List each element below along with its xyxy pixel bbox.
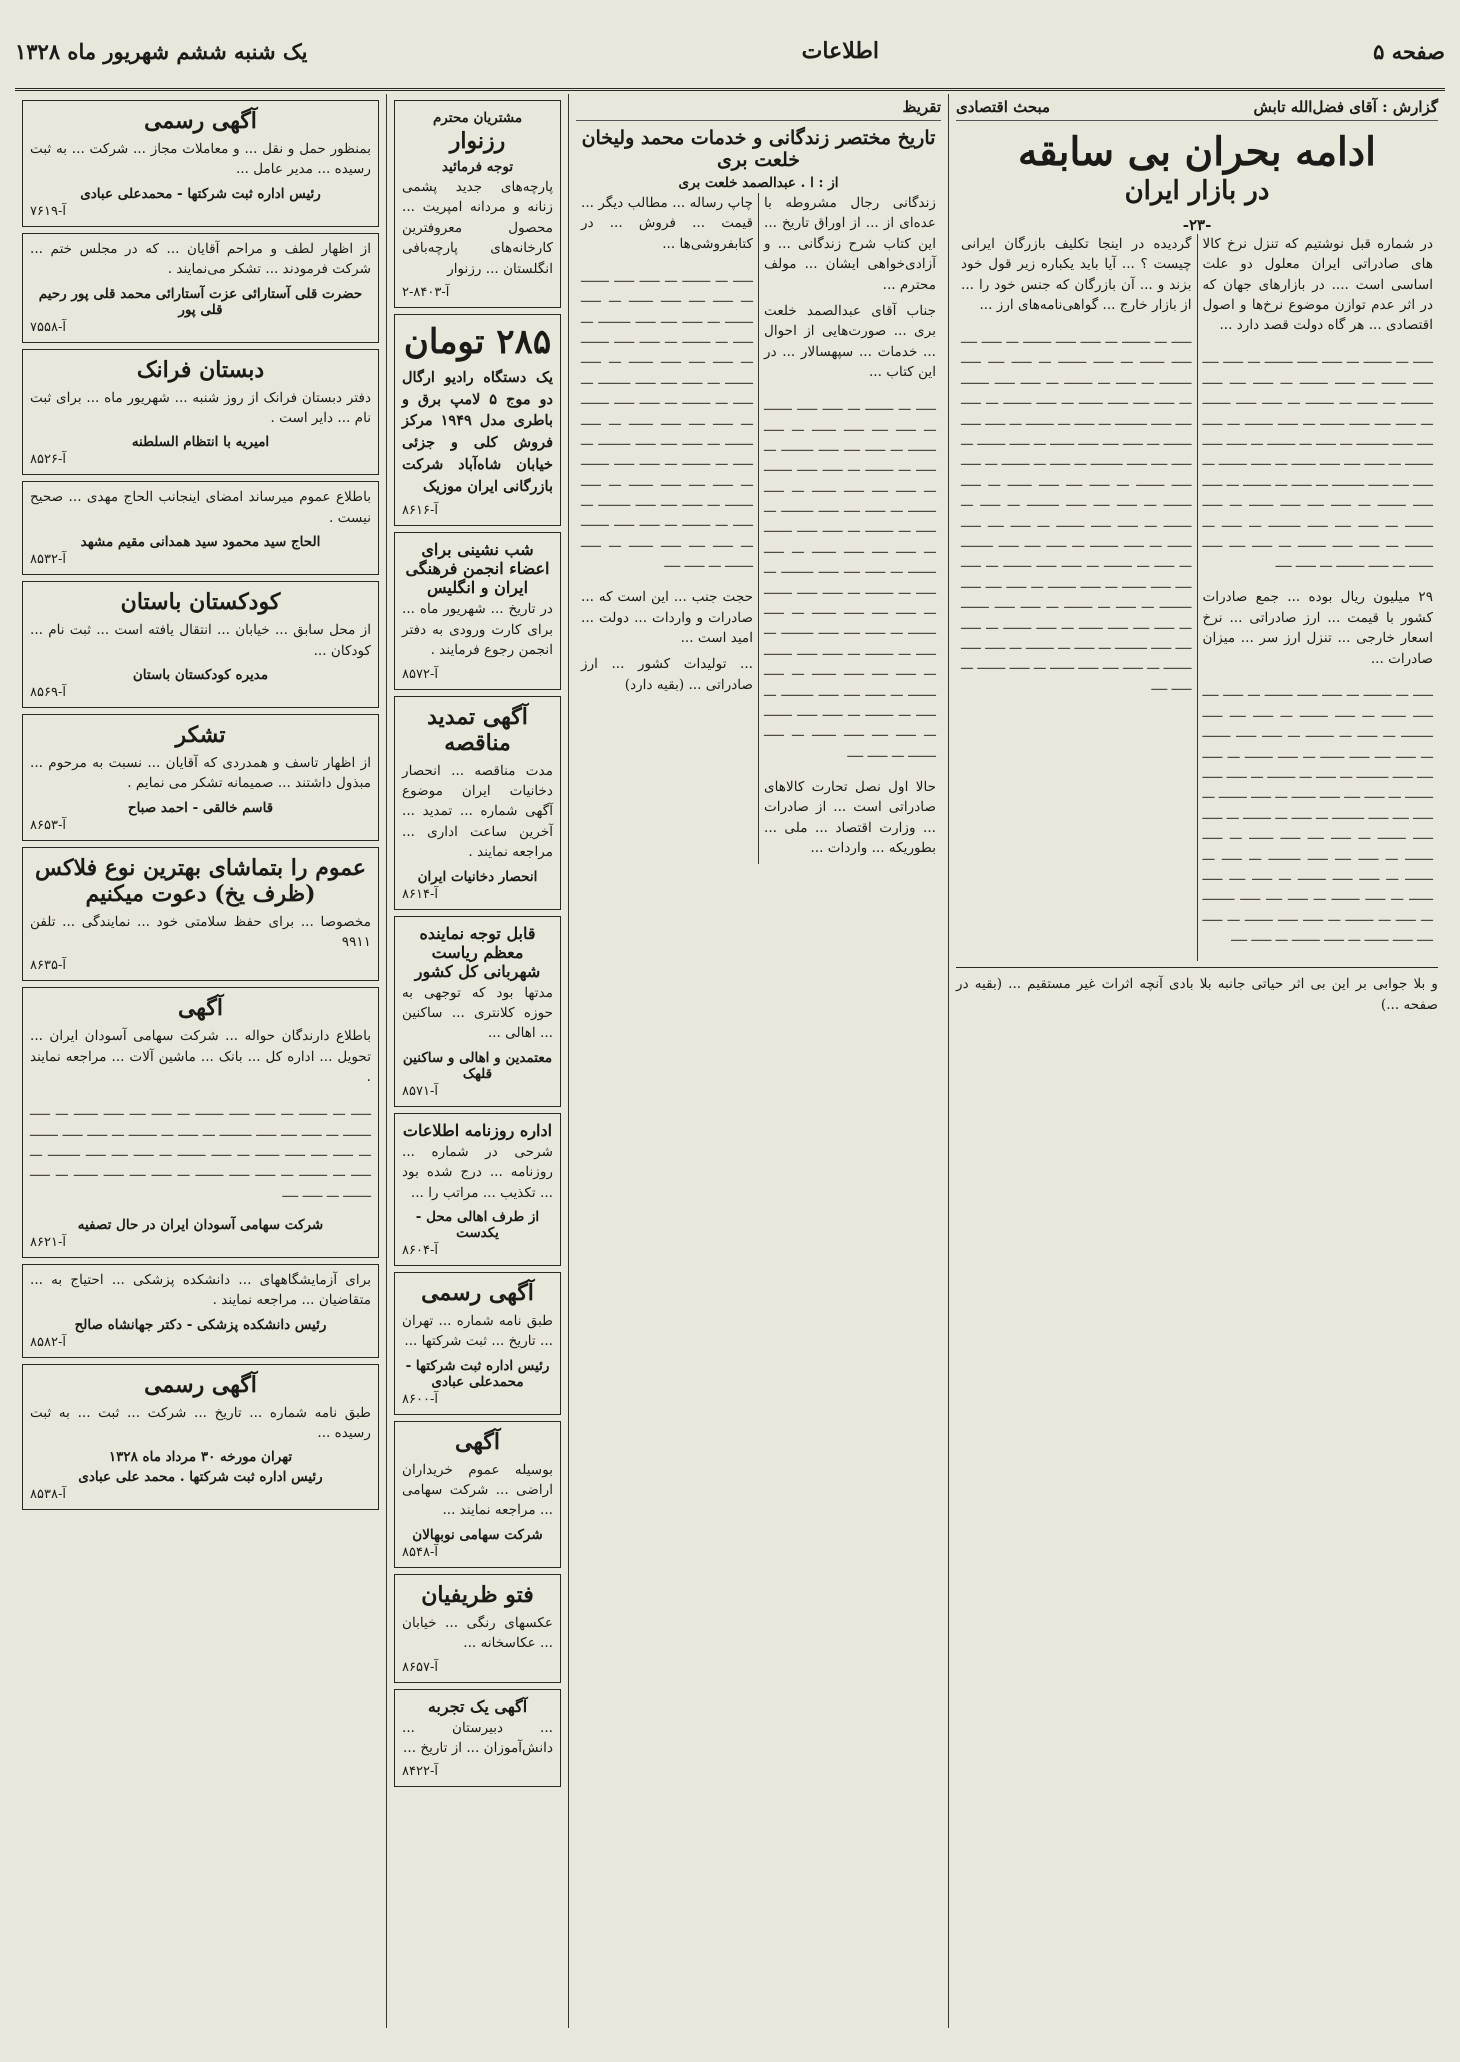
ad-code: آ-۸۶۵۷ (402, 1659, 438, 1675)
article-subhead: در بازار ایران (1124, 175, 1270, 206)
ad-code: آ-۸۵۳۲ (30, 552, 66, 568)
review-paragraph: حالا اول نصل تحارت کالاهای صادراتی است ... از صادرات ... وزارت اقتصاد ... ملی ... بطوریکه ... واردات ... (764, 778, 936, 856)
ads-column-left (15, 94, 387, 2028)
ad-code: آ-۸۶۱۶ (402, 503, 438, 519)
ad-rosenwar: مشتریان محترم رزنوار توجه فرمائید پارچه‌های جدید پشمی زنانه و مردانه امپریت ... محصول معروفترین کارخانه‌های پارچه‌بافی انگلستان ... رزنوار آ-۸۴۰۳-۲ (394, 100, 561, 308)
ad-radio: ۲۸۵ تومان یک دستگاه رادیو ارگال دو موج ۵ لامپ برق و باطری مدل ۱۹۴۹ مرکز فروش کلی و جزئی خیابان شاه‌آباد شرکت بازرگانی ایران موزیک آ-۸۶۱۶ (394, 314, 561, 527)
article-kicker (956, 94, 1438, 121)
article-paragraph-filler: ـــــ ـــ ـــــــ ـــ ـــــ ـــــ ـــــــ ـــ ـــــ ــــ ـــــ ــــــ ـــ ـــــ ـــــــ ـــ ـــــ ــــ ـــــ ــــــــ ـــ ـــــ ـــ ـــــــ ـــ ـــــ ـــــ ـــــــ ـــ ـــــ ــــ ـــــ ــــــ ـــ ـــــ ـــــــ ـــ ـــــ ــــ ـــــ ــــــــ ـــ ـــــ ـــ ـــــــ ـــ ـــــ ـــــ ـــــــ ـــ ـــــ ــــ ـــــ ــــــ ـــ ـــــ ـــــــ ـــ ـــــ ــــ ـــــ ــــــــ ـــ ـــــ ـــ ـــــــ ـــ ـــــ ـــــ ـــــــ ـــ ـــــ ــــ ـــــ ــــــ ـــ ـــــ ـــــــ ـــ ـــــ ــــ ـــــ ــــــــ ـــ ـــــ ـــ ـــــــ ـــ ـــــ ـــــ ـــــــ ـــ ـــــ ــــ ـــــ ــــــ ـــ ـــــ ـــــــ ـــ ـــــ ــــ ـــــ ــــــــ ـــ ـــــ ـــ ـــــــ ـــ ـــــ ـــــ ـــــــ ـــ ـــــ ــــ ـــــ ــــــ ـــ ـــــ ـــــــ ـــ ـــــ ــــ (1202, 684, 1433, 946)
review-paragraph: جناب آقای عبدالصمد خلعت بری ... صورت‌هایی از احوال ... خدمات ... سپهسالار ... در این کتاب ... (764, 302, 936, 381)
article-paragraph: ۲۹ میلیون ریال بوده ... جمع صادرات کشور با قیمت ... ارز صادراتی ... نرخ اسعار خارجی ... تنزل ارز سر ... میزان صادرات ... (1202, 589, 1433, 667)
ad-code: آ-۸۵۷۱ (402, 1083, 438, 1099)
columns (15, 94, 1445, 2028)
ad-asudan: آگهی باطلاع دارندگان حواله ... شرکت سهامی آسودان ایران ... تحویل ... اداره کل ... بانک ... ماشین آلات ... مراجعه نمایند . ـــــ ـــ ـــــــ ـــ ـــــ ـــــ ـــــــ ـــ ـــــ ــــ ـــــ ــــــ ـــ ـــــ ـــــــ ـــ ـــــ ــــ ـــــ ــــــــ ـــ ـــــ ـــ ـــــــ ـــ ـــــ ـــــ ـــــــ ـــ ـــــ ــــ ـــــ ــــــ ـــ ـــــ ـــــــ ـــ ـــــ ــــ ـــــ ــــــــ ـــ ـــــ ـــ ـــــــ ـــ ـــــ ـــــ ـــــــ ـــ ـــــ ــــ ـــــ ــــــ ـــ ـــــ ـــــــ ـــ ـــــ ــــ شرکت سهامی آسودان ایران در حال تصفیه آ-۸۶۲۱ (22, 987, 379, 1257)
newspaper-page (15, 14, 1445, 2028)
review-paragraph-filler: ـــــ ـــ ـــــــ ـــ ـــــ ـــــ ـــــــ ـــ ـــــ ــــ ـــــ ــــــ ـــ ـــــ ـــــــ ـــ ـــــ ــــ ـــــ ــــــــ ـــ ـــــ ـــ ـــــــ ـــ ـــــ ـــــ ـــــــ ـــ ـــــ ــــ ـــــ ــــــ ـــ ـــــ ـــــــ ـــ ـــــ ــــ ـــــ ــــــــ ـــ ـــــ ـــ ـــــــ ـــ ـــــ ـــــ ـــــــ ـــ ـــــ ــــ ـــــ ــــــ ـــ ـــــ ـــــــ ـــ ـــــ ــــ ـــــ ــــــــ ـــ ـــــ ـــ ـــــــ ـــ ـــــ ـــــ ـــــــ ـــ ـــــ ــــ ـــــ ــــــ ـــ ـــــ ـــــــ ـــ ـــــ ــــ ـــــ ــــــــ ـــ ـــــ ـــ ـــــــ ـــ ـــــ ـــــ ـــــــ ـــ ـــــ ــــ ـــــ ــــــ ـــ ـــــ ـــــــ ـــ ـــــ ــــ ـــــ ــــــــ ـــ ـــــ ـــ ـــــــ ـــ ـــــ ـــــ ـــــــ ـــ ـــــ ــــ ـــــ ــــــ ـــ ـــــ ـــــــ ـــ ـــــ ــــ (764, 398, 936, 761)
ad-tender: آگهی تمدید مناقصه مدت مناقصه ... انحصار دخانیات ایران موضوع آگهی شماره ... تمدید ... آخرین ساعت اداری ... مراجعه نمایند . انحصار دخانیات ایران آ-۸۶۱۴ (394, 696, 561, 910)
review-paragraph: زندگانی رجال مشروطه با عده‌ای از ... از اوراق تاریخ ... این کتاب شرح زندگانی ... و آزادی‌خواهی ایشان ... مولف محترم ... (764, 195, 936, 293)
ad-code: آ-۸۶۰۴ (402, 1242, 438, 1258)
ad-code: آ-۷۶۱۹ (30, 203, 66, 219)
ad-thanks: تشکر از اظهار تاسف و همدردی که آقایان ... نسبت به مرحوم ... مبذول داشتند ... صمیمانه تشکر می نمایم . قاسم خالقی - احمد صباح آ-۸۶۵۳ (22, 714, 379, 841)
ad-ettelaat-letter: اداره روزنامه اطلاعات شرحی در شماره ... روزنامه ... درج شده بود ... تکذیب ... مراتب را ... از طرف اهالی محل - یکدست آ-۸۶۰۴ (394, 1113, 561, 1266)
issue-date: یک شنبه ششم شهریور ماه ۱۳۲۸ (15, 38, 308, 64)
ad-flask: عموم را بتماشای بهترین نوع فلاکس (ظرف یخ) دعوت میکنیم مخصوصا ... برای حفظ سلامتی خود ... نمایندگی ... تلفن ۹۹۱۱ آ-۸۶۳۵ (22, 847, 379, 982)
ad-photo: فتو ظریفیان عکسهای رنگی ... خیابان ... عکاسخانه ... آ-۸۶۵۷ (394, 1574, 561, 1683)
review-title: تاریخ مختصر زندگانی و خدمات محمد ولیخان خلعت بری (581, 127, 936, 171)
article-part: -۲۳- (1182, 215, 1212, 234)
ad-code: آ-۸۶۵۳ (30, 817, 66, 833)
ad-paragraph-filler: ـــــ ـــ ـــــــ ـــ ـــــ ـــــ ـــــــ ـــ ـــــ ــــ ـــــ ــــــ ـــ ـــــ ـــــــ ـــ ـــــ ــــ ـــــ ــــــــ ـــ ـــــ ـــ ـــــــ ـــ ـــــ ـــــ ـــــــ ـــ ـــــ ــــ ـــــ ــــــ ـــ ـــــ ـــــــ ـــ ـــــ ــــ ـــــ ــــــــ ـــ ـــــ ـــ ـــــــ ـــ ـــــ ـــــ ـــــــ ـــ ـــــ ــــ ـــــ ــــــ ـــ ـــــ ـــــــ ـــ ـــــ ــــ (30, 1103, 371, 1201)
review-body (576, 193, 941, 864)
ad-official-1: آگهی رسمی بمنظور حمل و نقل ... و معاملات مجاز ... شرکت ... به ثبت رسیده ... مدیر عامل ... رئیس اداره ثبت شرکتها - محمدعلی عبادی آ-۷۶۱۹ (22, 100, 379, 227)
review-paragraph-filler: ـــــ ـــ ـــــــ ـــ ـــــ ـــــ ـــــــ ـــ ـــــ ــــ ـــــ ــــــ ـــ ـــــ ـــــــ ـــ ـــــ ــــ ـــــ ــــــــ ـــ ـــــ ـــ ـــــــ ـــ ـــــ ـــــ ـــــــ ـــ ـــــ ــــ ـــــ ــــــ ـــ ـــــ ـــــــ ـــ ـــــ ــــ ـــــ ــــــــ ـــ ـــــ ـــ ـــــــ ـــ ـــــ ـــــ ـــــــ ـــ ـــــ ــــ ـــــ ــــــ ـــ ـــــ ـــــــ ـــ ـــــ ــــ ـــــ ــــــــ ـــ ـــــ ـــ ـــــــ ـــ ـــــ ـــــ ـــــــ ـــ ـــــ ــــ ـــــ ــــــ ـــ ـــــ ـــــــ ـــ ـــــ ــــ ـــــ ــــــــ ـــ ـــــ ـــ ـــــــ ـــ ـــــ ـــــ ـــــــ ـــ ـــــ ــــ ـــــ ــــــ ـــ ـــــ ـــــــ ـــ ـــــ ــــ (581, 269, 753, 572)
ad-price: ۲۸۵ تومان (403, 321, 552, 362)
page-label: صفحه ۵ (1373, 38, 1445, 64)
masthead (15, 14, 1445, 91)
ad-official: آگهی رسمی طبق نامه شماره ... تهران ... تاریخ ... ثبت شرکتها ... رئیس اداره ثبت شرکتها - محمدعلی عبادی آ-۸۶۰۰ (394, 1272, 561, 1415)
newspaper-name: اطلاعات (801, 38, 879, 64)
review-paragraph: ... تولیدات کشور ... ارز صادراتی ... (بقیه دارد) (581, 656, 753, 693)
article-paragraph-filler: ـــــ ـــ ـــــــ ـــ ـــــ ـــــ ـــــــ ـــ ـــــ ــــ ـــــ ــــــ ـــ ـــــ ـــــــ ـــ ـــــ ــــ ـــــ ــــــــ ـــ ـــــ ـــ ـــــــ ـــ ـــــ ـــــ ـــــــ ـــ ـــــ ــــ ـــــ ــــــ ـــ ـــــ ـــــــ ـــ ـــــ ــــ ـــــ ــــــــ ـــ ـــــ ـــ ـــــــ ـــ ـــــ ـــــ ـــــــ ـــ ـــــ ــــ ـــــ ــــــ ـــ ـــــ ـــــــ ـــ ـــــ ــــ ـــــ ــــــــ ـــ ـــــ ـــ ـــــــ ـــ ـــــ ـــــ ـــــــ ـــ ـــــ ــــ ـــــ ــــــ ـــ ـــــ ـــــــ ـــ ـــــ ــــ ـــــ ــــــــ ـــ ـــــ ـــ ـــــــ ـــ ـــــ ـــــ ـــــــ ـــ ـــــ ــــ ـــــ ــــــ ـــ ـــــ ـــــــ ـــ ـــــ ــــ (1202, 351, 1433, 572)
ad-code: آ-۸۵۴۸ (402, 1544, 438, 1560)
ad-nobahalan: آگهی بوسیله عموم خریداران اراضی ... شرکت سهامی ... مراجعه نمایند ... شرکت سهامی نوبهالان آ-۸۵۴۸ (394, 1421, 561, 1568)
ad-official-2: آگهی رسمی طبق نامه شماره ... تاریخ ... شرکت ... ثبت ... به ثبت رسیده ... تهران مورخه ۳۰ مرداد ماه ۱۳۲۸ رئیس اداره ثبت شرکتها . محمد علی عبادی آ-۸۵۳۸ (22, 1364, 379, 1511)
ad-code: آ-۸۶۲۱ (30, 1234, 66, 1250)
ad-code: آ-۸۶۱۴ (402, 886, 438, 902)
ad-kindergarten: کودکستان باستان از محل سابق ... خیابان ... انتقال یافته است ... ثبت نام ... کودکان ... مدیره کودکستان باستان آ-۸۵۶۹ (22, 581, 379, 708)
ad-code: آ-۸۴۲۲ (402, 1764, 438, 1780)
ad-medical-school: برای آزمایشگاههای ... دانشکده پزشکی ... احتیاج به ... متقاضیان ... مراجعه نمایند . رئیس دانشکده پزشکی - دکتر جهانشاه صالح آ-۸۵۸۲ (22, 1264, 379, 1358)
ad-code: آ-۸۵۳۸ (30, 1487, 66, 1503)
review-paragraph: چاپ رساله ... مطالب دیگر ... قیمت ... فروش ... در کتابفروشی‌ها ... (581, 195, 753, 252)
article-paragraph: گردیده در اینجا تکلیف بازرگان ایرانی چیست ؟ ... آیا باید یکباره زیر قول خود بزند و ... آن بازرگان که جنس خود را ... از بازار خارج ... گواهی‌نامه‌های ارز ... (961, 235, 1192, 314)
review-paragraph: حجت جنب ... این است که ... صادرات و واردات ... دولت ... امید است ... (581, 589, 753, 646)
section-label: مبحث اقتصادی (956, 98, 1051, 116)
article-paragraph-filler: ـــــ ـــ ـــــــ ـــ ـــــ ـــــ ـــــــ ـــ ـــــ ــــ ـــــ ــــــ ـــ ـــــ ـــــــ ـــ ـــــ ــــ ـــــ ــــــــ ـــ ـــــ ـــ ـــــــ ـــ ـــــ ـــــ ـــــــ ـــ ـــــ ــــ ـــــ ــــــ ـــ ـــــ ـــــــ ـــ ـــــ ــــ ـــــ ــــــــ ـــ ـــــ ـــ ـــــــ ـــ ـــــ ـــــ ـــــــ ـــ ـــــ ــــ ـــــ ــــــ ـــ ـــــ ـــــــ ـــ ـــــ ــــ ـــــ ــــــــ ـــ ـــــ ـــ ـــــــ ـــ ـــــ ـــــ ـــــــ ـــ ـــــ ــــ ـــــ ــــــ ـــ ـــــ ـــــــ ـــ ـــــ ــــ ـــــ ــــــــ ـــ ـــــ ـــ ـــــــ ـــ ـــــ ـــــ ـــــــ ـــ ـــــ ــــ ـــــ ــــــ ـــ ـــــ ـــــــ ـــ ـــــ ــــ ـــــ ــــــــ ـــ ـــــ ـــ ـــــــ ـــ ـــــ ـــــ ـــــــ ـــ ـــــ ــــ ـــــ ــــــ ـــ ـــــ ـــــــ ـــ ـــــ ــــ ـــــ ــــــــ ـــ ـــــ ـــ ـــــــ ـــ ـــــ ـــــ ـــــــ ـــ ـــــ ــــ ـــــ ــــــ ـــ ـــــ ـــــــ ـــ ـــــ ــــ ـــــ ــــــــ ـــ ـــــ ـــ ـــــــ ـــ ـــــ ـــــ ـــــــ ـــ ـــــ ــــ ـــــ ــــــ ـــ ـــــ ـــــــ ـــ ـــــ ــــ (961, 331, 1192, 694)
book-review-column (569, 94, 949, 2028)
article-body (956, 234, 1438, 961)
ad-code: آ-۸۵۶۹ (30, 684, 66, 700)
ad-code: آ-۸۵۲۶ (30, 452, 66, 468)
ad-police-notice: قابل توجه نماینده معظم ریاست شهربانی کل کشور مدتها بود که توجهی به حوزه کلانتری ... ساکنین ... اهالی ... معتمدین و اهالی و ساکنین قلهک آ-۸۵۷۱ (394, 916, 561, 1107)
ads-column-middle (387, 94, 569, 2028)
economic-article-column (949, 94, 1445, 2028)
ad-code: آ-۸۶۳۵ (30, 958, 66, 974)
report-by: گزارش : آقای فضل‌الله تابش (1253, 98, 1438, 116)
ad-thanks-astarai: از اظهار لطف و مراحم آقایان ... که در مجلس ختم ... شرکت فرمودند ... تشکر می‌نمایند . حضرت قلی آستارائی عزت آستارائی محمد قلی پور رحیم قلی پور آ-۷۵۵۸ (22, 233, 379, 343)
ad-anglo-iran: شب نشینی برای اعضاء انجمن فرهنگی ایران و انگلیس در تاریخ ... شهریور ماه ... برای کارت ورودی به دفتر انجمن رجوع فرمایند . آ-۸۵۷۲ (394, 532, 561, 689)
article-headline: ادامه بحران بی سابقه (1017, 129, 1376, 175)
ad-code: آ-۸۶۰۰ (402, 1391, 438, 1407)
ad-title: رزنوار (449, 128, 506, 154)
ad-school: آگهی یک تجربه ... دبیرستان ... دانش‌آموزان ... از تاریخ ... آ-۸۴۲۲ (394, 1689, 561, 1788)
article-paragraph: در شماره قبل نوشتیم که تنزل نرخ کالا های صادراتی ایران معلول دو علت اساسی است .... در بازارهای جهان که در اثر عدم توازن موضوع نرخ‌ها و اصول اقتصادی ... هر گاه دولت قصد دارد ... (1202, 235, 1433, 334)
review-author: از : ا . عبدالصمد خلعت بری (678, 175, 839, 191)
ad-farank-school: دبستان فرانک دفتر دبستان فرانک از روز شنبه ... شهریور ماه ... برای ثبت نام ... دایر است . امیریه با انتظام السلطنه آ-۸۵۲۶ (22, 349, 379, 476)
ad-code: آ-۷۵۵۸ (30, 319, 66, 335)
ad-signature-notice: باطلاع عموم میرساند امضای اینجانب الحاج مهدی ... صحیح نیست . الحاج سید محمود سید همدانی مقیم مشهد آ-۸۵۳۲ (22, 481, 379, 575)
ad-code: آ-۸۵۸۲ (30, 1334, 66, 1350)
article-footer: و بلا جوابی بر این بی اثر حیاتی جانبه بلا بادی آنچه اثرات غیر مستقیم ... (بقیه در صفحه ...) (956, 976, 1438, 1013)
ad-code: آ-۸۴۰۳-۲ (402, 284, 450, 300)
review-label: تقریظ (576, 94, 941, 121)
ad-code: آ-۸۵۷۲ (402, 666, 438, 682)
